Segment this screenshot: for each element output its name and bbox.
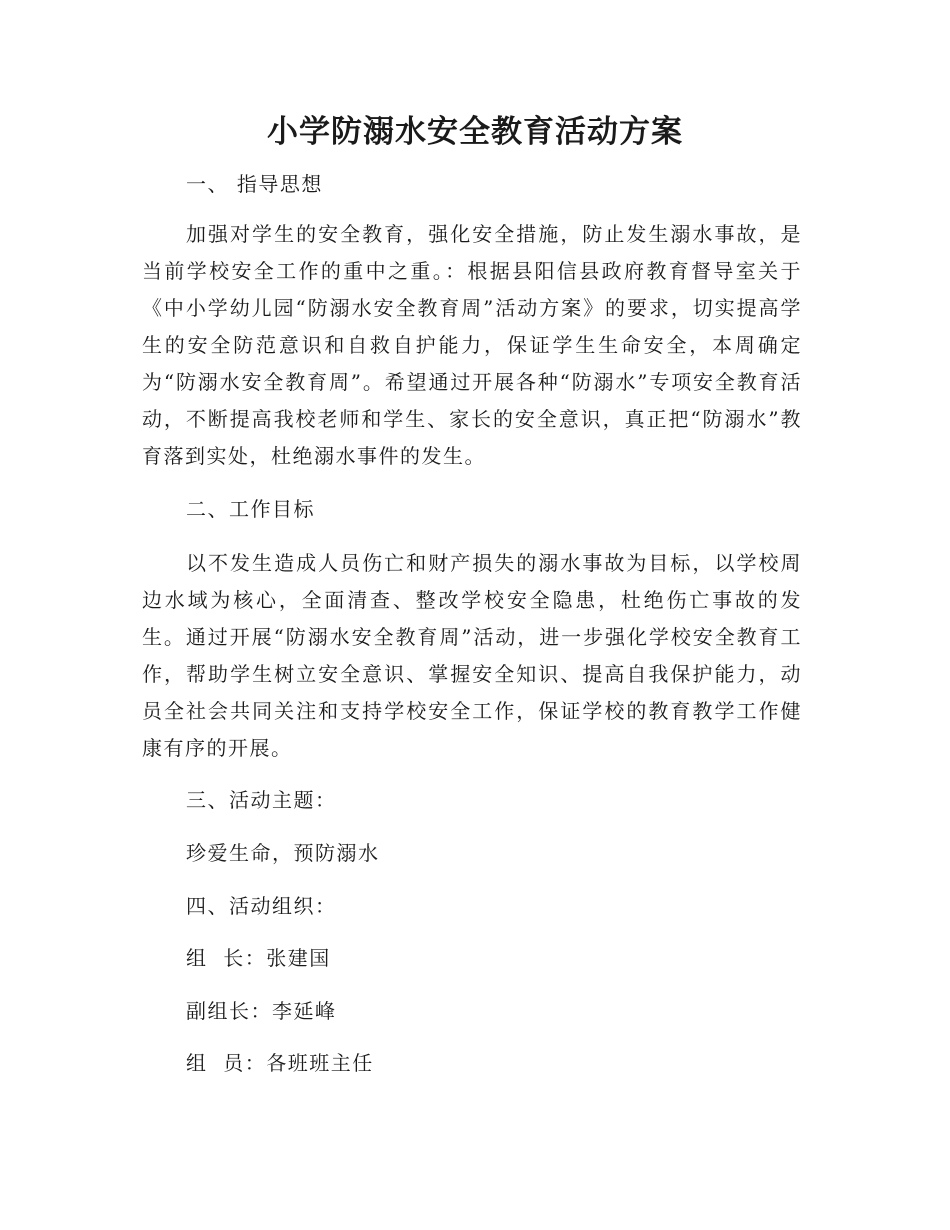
section-heading-guiding-ideology: 一、 指导思想 bbox=[186, 172, 323, 196]
organization-leader: 组 长：张建国 bbox=[186, 946, 331, 970]
organization-members: 组 员：各班班主任 bbox=[186, 1051, 374, 1075]
paragraph-work-goals: 以不发生造成人员伤亡和财产损失的溺水事故为目标，以学校周边水域为核心，全面清查、整改学校安全隐患，杜绝伤亡事故的发生。通过开展“防溺水安全教育周”活动，进一步强化学校安全教育工作，帮助学生树立安全意识、掌握安全知识、提高自我保护能力，动员全社会共同关注和支持学校安全工作，保证学校的教育教学工作健康有序的开展。 bbox=[142, 551, 802, 760]
section-heading-work-goals: 二、工作目标 bbox=[186, 497, 315, 521]
paragraph-guiding-ideology: 加强对学生的安全教育，强化安全措施，防止发生溺水事故，是当前学校安全工作的重中之重。：根据县阳信县政府教育督导室关于《中小学幼儿园“防溺水安全教育周”活动方案》的要求，切实提高学生的安全防范意识和自救自护能力，保证学生生命安全，本周确定为“防溺水安全教育周”。希望通过开展各种“防溺水”专项安全教育活动，不断提高我校老师和学生、家长的安全意识，真正把“防溺水”教育落到实处，杜绝溺水事件的发生。 bbox=[142, 222, 802, 468]
organization-deputy-leader: 副组长：李延峰 bbox=[186, 999, 337, 1023]
section-heading-activity-theme: 三、活动主题： bbox=[186, 788, 337, 812]
document-title: 小学防溺水安全教育活动方案 bbox=[267, 114, 683, 150]
section-heading-activity-organization: 四、活动组织： bbox=[186, 894, 337, 918]
activity-theme-text: 珍爱生命，预防溺水 bbox=[186, 841, 380, 865]
